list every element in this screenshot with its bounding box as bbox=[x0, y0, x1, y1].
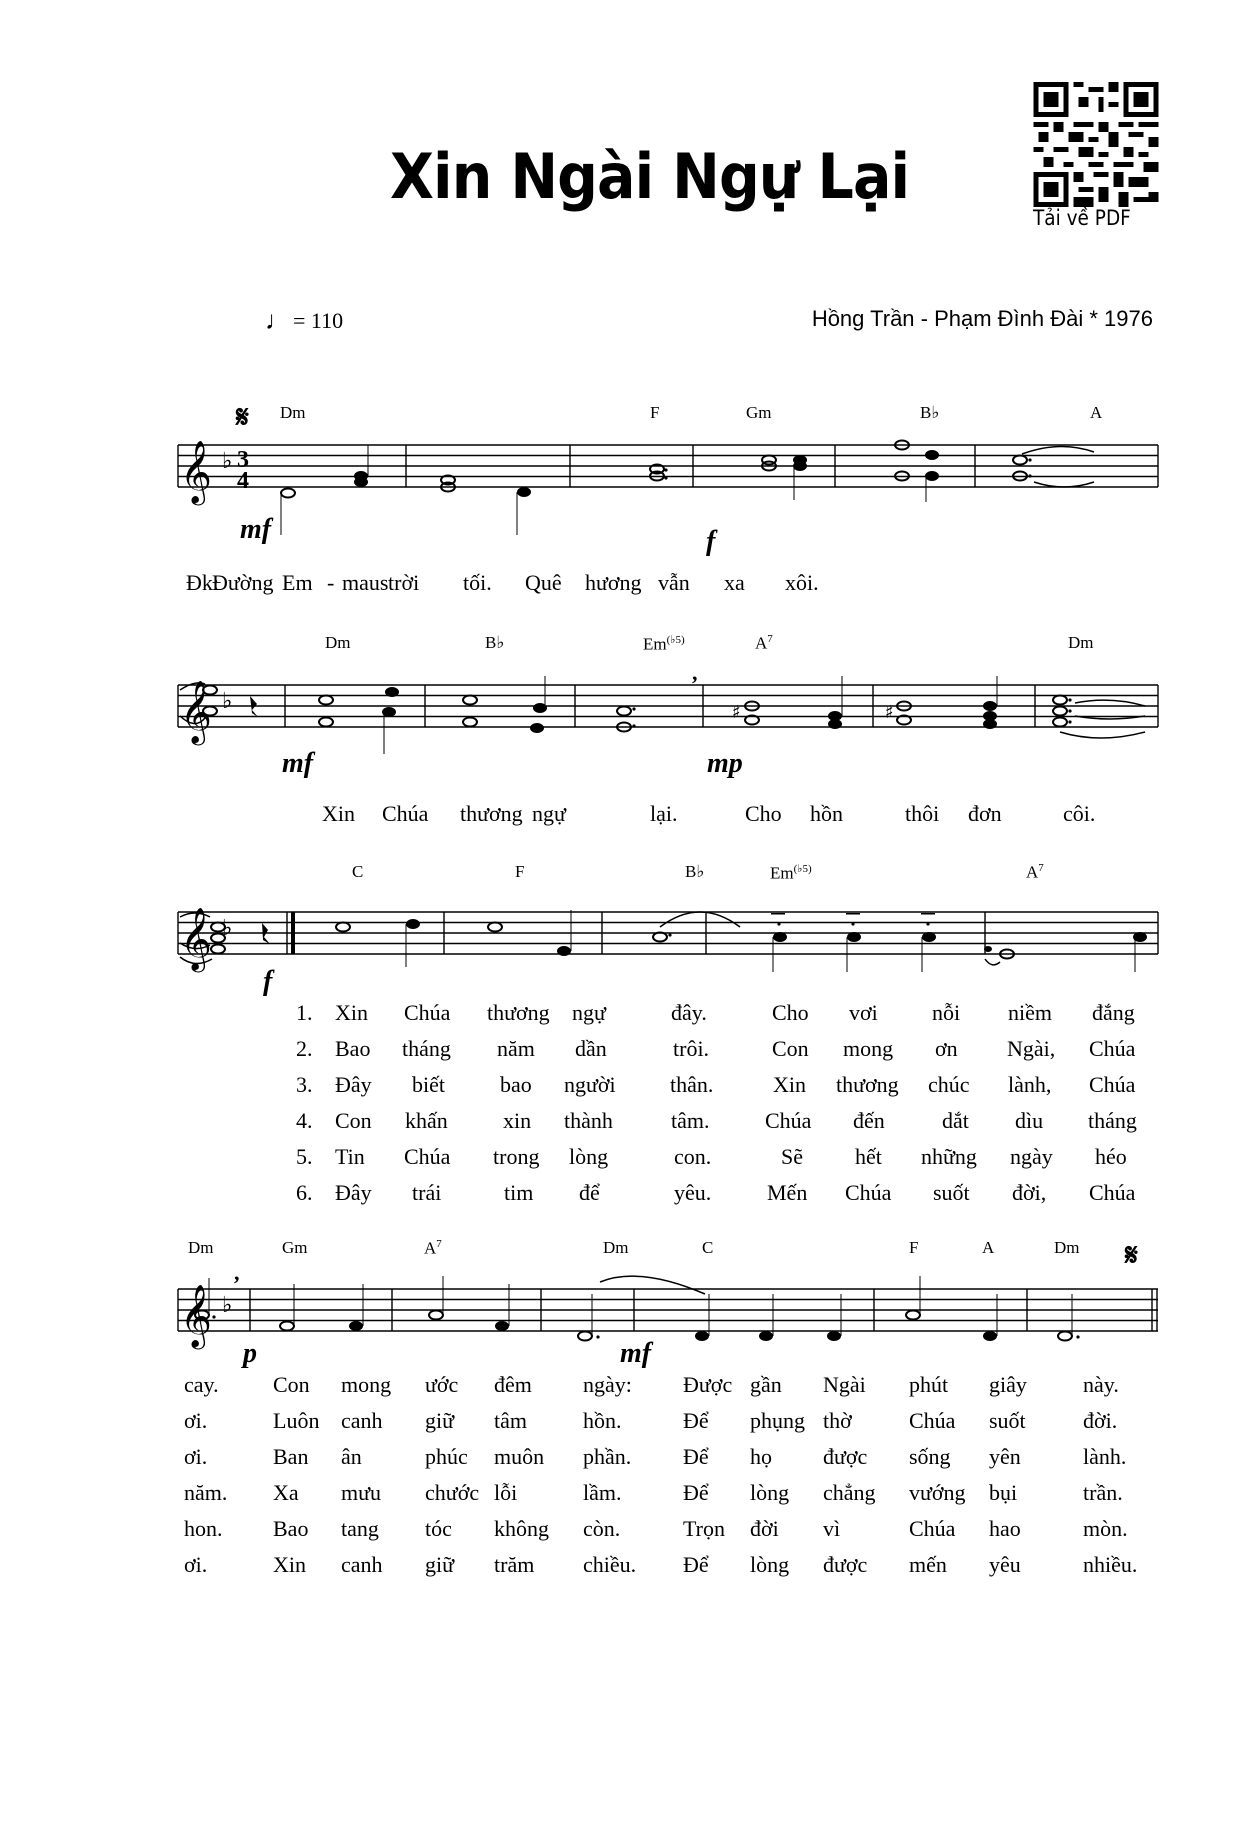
lyric-syllable: phụng bbox=[750, 1408, 805, 1433]
lyric-syllable: tháng bbox=[402, 1036, 451, 1061]
lyric-syllable: Chúa bbox=[1089, 1072, 1136, 1097]
composer-credit: Hồng Trần - Phạm Đình Đài * 1976 bbox=[811, 306, 1153, 331]
chord-symbol: Dm bbox=[280, 403, 306, 422]
chord-symbol: Dm bbox=[325, 633, 351, 652]
lyric-syllable: phút bbox=[909, 1372, 949, 1397]
lyric-syllable: phần. bbox=[583, 1444, 632, 1469]
lyric-syllable: dắt bbox=[942, 1108, 969, 1133]
svg-text:,: , bbox=[692, 660, 698, 685]
staff-system-2 bbox=[0, 660, 1240, 770]
verse-number: 5. bbox=[296, 1144, 313, 1169]
lyric-syllable: hồn. bbox=[583, 1408, 622, 1433]
svg-text:♭: ♭ bbox=[222, 689, 233, 714]
svg-text:,: , bbox=[234, 1260, 240, 1285]
lyric-syllable: ân bbox=[341, 1444, 362, 1469]
lyric-syllable: vơi bbox=[849, 1000, 878, 1025]
chord-symbol: Dm bbox=[1068, 633, 1094, 652]
svg-text:♭: ♭ bbox=[222, 449, 233, 474]
lyric-syllable: để bbox=[579, 1180, 600, 1205]
dynamic-marking: mf bbox=[240, 514, 272, 545]
lyric-syllable: trăm bbox=[494, 1552, 535, 1577]
lyric-syllable: chước bbox=[425, 1480, 480, 1505]
lyric-syllable: bụi bbox=[989, 1480, 1018, 1505]
lyric-syllable: Xa bbox=[273, 1480, 299, 1505]
tempo-value: = 110 bbox=[293, 308, 344, 333]
lyric-syllable: Xin bbox=[273, 1552, 306, 1577]
chord-symbol: C bbox=[352, 862, 364, 881]
lyric-syllable: canh bbox=[341, 1552, 383, 1577]
lyric-syllable: còn. bbox=[583, 1516, 621, 1541]
lyric-hyphen: - bbox=[327, 570, 335, 595]
lyric-syllable: suốt bbox=[989, 1408, 1026, 1433]
lyric-syllable: lành. bbox=[1083, 1444, 1127, 1469]
dynamic-marking: f bbox=[706, 526, 716, 557]
lyric-syllable: lầm. bbox=[583, 1480, 622, 1505]
lyric-syllable: tóc bbox=[425, 1516, 452, 1541]
svg-text:𝄞: 𝄞 bbox=[180, 440, 212, 503]
dynamic-marking: mf bbox=[282, 748, 314, 779]
lyric-syllable: yêu. bbox=[674, 1180, 712, 1205]
lyric-syllable: ơi. bbox=[184, 1408, 208, 1433]
lyric-syllable: thờ bbox=[823, 1408, 852, 1433]
svg-text:♭: ♭ bbox=[222, 916, 233, 941]
lyric-syllable: xin bbox=[503, 1108, 532, 1133]
lyric-syllable: Chúa bbox=[382, 801, 429, 826]
lyric-syllable: ngày: bbox=[583, 1372, 632, 1397]
lyric-syllable: phúc bbox=[425, 1444, 468, 1469]
chord-symbol: $Em^{(♭5)}$ bbox=[770, 863, 812, 883]
lyric-syllable: ngày bbox=[1010, 1144, 1053, 1169]
lyric-syllable: Quê bbox=[525, 570, 562, 595]
chord-symbol: B♭ bbox=[685, 862, 705, 881]
chord-symbol: Dm bbox=[188, 1238, 214, 1257]
dynamic-marking: mf bbox=[620, 1338, 652, 1369]
lyric-syllable: Chúa bbox=[909, 1516, 956, 1541]
lyric-syllable: vì bbox=[823, 1516, 841, 1541]
lyric-syllable: mong bbox=[341, 1372, 392, 1397]
svg-text:♯: ♯ bbox=[885, 702, 894, 723]
lyric-syllable: ơi. bbox=[184, 1552, 208, 1577]
lyric-syllable: đây. bbox=[671, 1000, 707, 1025]
lyric-syllable: Cho bbox=[745, 801, 782, 826]
lyric-syllable: đời. bbox=[1083, 1408, 1118, 1433]
lyric-syllable: Chúa bbox=[1089, 1180, 1136, 1205]
chord-symbol: A bbox=[1090, 403, 1103, 422]
lyric-syllable: Mến bbox=[767, 1180, 808, 1205]
lyric-syllable: giữ bbox=[425, 1552, 455, 1577]
lyric-syllable: lòng bbox=[750, 1480, 790, 1505]
lyric-syllable: Bao bbox=[273, 1516, 309, 1541]
lyric-syllable: mưu bbox=[341, 1480, 382, 1505]
lyric-syllable: Để bbox=[683, 1552, 709, 1577]
lyric-syllable: Ngài bbox=[823, 1372, 866, 1397]
lyric-syllable: dần bbox=[575, 1036, 607, 1061]
lyric-syllable: những bbox=[921, 1144, 977, 1169]
lyric-syllable: Xin bbox=[322, 801, 355, 826]
chord-symbol: Gm bbox=[746, 403, 772, 422]
verse-number: 4. bbox=[296, 1108, 313, 1133]
chord-symbol: F bbox=[909, 1238, 919, 1257]
lyric-syllable: Chúa bbox=[765, 1108, 812, 1133]
chord-symbol: F bbox=[515, 862, 525, 881]
lyric-syllable: mến bbox=[909, 1552, 947, 1577]
lyric-syllable: con. bbox=[674, 1144, 712, 1169]
segno-icon: 𝄋 bbox=[236, 400, 249, 435]
lyric-syllable: héo bbox=[1095, 1144, 1127, 1169]
lyric-syllable: được bbox=[823, 1444, 868, 1469]
lyric-syllable: thương bbox=[836, 1072, 899, 1097]
chord-symbol: $A^7$ bbox=[424, 1238, 442, 1258]
lyric-syllable: Chúa bbox=[1089, 1036, 1136, 1061]
lyric-syllable: thành bbox=[564, 1108, 613, 1133]
lyric-syllable: tháng bbox=[1088, 1108, 1137, 1133]
lyric-syllable: Cho bbox=[772, 1000, 809, 1025]
lyric-syllable: tang bbox=[341, 1516, 379, 1541]
lyric-syllable: yêu bbox=[989, 1552, 1021, 1577]
lyric-syllable: maus bbox=[342, 570, 389, 595]
verse-number: 2. bbox=[296, 1036, 313, 1061]
lyric-syllable: tâm. bbox=[671, 1108, 710, 1133]
lyric-syllable: vẫn bbox=[658, 570, 690, 595]
lyric-syllable: năm bbox=[497, 1036, 535, 1061]
lyric-syllable: năm. bbox=[184, 1480, 228, 1505]
lyric-syllable: Để bbox=[683, 1480, 709, 1505]
lyric-syllable: suốt bbox=[933, 1180, 970, 1205]
song-title: Xin Ngài Ngự Lại bbox=[390, 140, 910, 213]
lyric-syllable: họ bbox=[750, 1444, 772, 1469]
lyric-syllable: Luôn bbox=[273, 1408, 320, 1433]
lyric-syllable: niềm bbox=[1008, 1000, 1052, 1025]
lyric-syllable: canh bbox=[341, 1408, 383, 1433]
lyric-syllable: hon. bbox=[184, 1516, 223, 1541]
lyric-syllable: Đây bbox=[335, 1072, 372, 1097]
lyric-syllable: không bbox=[494, 1516, 549, 1541]
verse-number: 6. bbox=[296, 1180, 313, 1205]
lyric-syllable: lòng bbox=[750, 1552, 790, 1577]
chord-symbol: A bbox=[982, 1238, 995, 1257]
lyric-syllable: trái bbox=[412, 1180, 442, 1205]
staff-system-1 bbox=[0, 440, 1240, 540]
lyric-syllable: Chúa bbox=[845, 1180, 892, 1205]
lyric-syllable: đơn bbox=[968, 801, 1002, 826]
lyric-syllable: Đây bbox=[335, 1180, 372, 1205]
lyric-syllable: ước bbox=[425, 1372, 459, 1397]
quarter-note-icon: ♩ bbox=[265, 306, 291, 335]
lyric-syllable: Đường bbox=[212, 570, 274, 595]
lyric-syllable: biết bbox=[412, 1072, 445, 1097]
lyric-syllable: Con bbox=[273, 1372, 310, 1397]
lyric-syllable: này. bbox=[1083, 1372, 1119, 1397]
chord-symbol: $A^7$ bbox=[1026, 862, 1044, 882]
lyric-syllable: tâm bbox=[494, 1408, 527, 1433]
lyric-syllable: khấn bbox=[405, 1108, 448, 1133]
chord-symbol: Gm bbox=[282, 1238, 308, 1257]
chord-symbol: $A^7$ bbox=[755, 633, 773, 653]
lyric-syllable: ơi. bbox=[184, 1444, 208, 1469]
lyric-syllable: mong bbox=[843, 1036, 894, 1061]
chord-symbol: B♭ bbox=[485, 633, 505, 652]
svg-text:𝄞: 𝄞 bbox=[180, 680, 212, 743]
lyric-syllable: hương bbox=[585, 570, 642, 595]
lyric-syllable: Trọn bbox=[683, 1516, 725, 1541]
lyric-syllable: ngự bbox=[532, 801, 566, 826]
lyric-syllable: Được bbox=[683, 1372, 733, 1397]
lyric-syllable: lại. bbox=[650, 801, 678, 826]
lyric-syllable: ngự bbox=[572, 1000, 606, 1025]
svg-text:𝄞: 𝄞 bbox=[180, 907, 212, 970]
lyric-syllable: xa bbox=[724, 570, 745, 595]
lyric-syllable: nỗi bbox=[932, 1000, 961, 1025]
lyric-syllable: giữ bbox=[425, 1408, 455, 1433]
chord-symbol: Dm bbox=[1054, 1238, 1080, 1257]
lyric-syllable: Đk: bbox=[186, 570, 219, 595]
lyric-syllable: xôi. bbox=[785, 570, 819, 595]
lyric-syllable: đắng bbox=[1092, 1000, 1135, 1025]
lyric-syllable: trời bbox=[388, 570, 420, 595]
lyric-syllable: tối. bbox=[463, 570, 492, 595]
svg-text:♭: ♭ bbox=[222, 1293, 233, 1318]
lyric-syllable: thương bbox=[487, 1000, 550, 1025]
lyric-syllable: giây bbox=[989, 1372, 1027, 1397]
lyric-syllable: côi. bbox=[1063, 801, 1096, 826]
lyric-syllable: hết bbox=[855, 1144, 882, 1169]
lyric-syllable: đời, bbox=[1012, 1180, 1047, 1205]
lyric-syllable: cay. bbox=[184, 1372, 219, 1397]
svg-text:𝄞: 𝄞 bbox=[180, 1284, 212, 1347]
lyric-syllable: vướng bbox=[909, 1480, 966, 1505]
lyric-syllable: Bao bbox=[335, 1036, 371, 1061]
lyric-syllable: thân. bbox=[670, 1072, 714, 1097]
lyric-syllable: đến bbox=[853, 1108, 885, 1133]
lyric-syllable: Ban bbox=[273, 1444, 309, 1469]
lyric-syllable: trong bbox=[493, 1144, 540, 1169]
lyric-syllable: lòng bbox=[569, 1144, 609, 1169]
lyric-syllable: Xin bbox=[335, 1000, 368, 1025]
dynamic-marking: p bbox=[243, 1338, 257, 1369]
lyric-syllable: đêm bbox=[494, 1372, 532, 1397]
dynamic-marking: mp bbox=[707, 748, 743, 779]
lyric-syllable: trần. bbox=[1083, 1480, 1123, 1505]
lyric-syllable: Chúa bbox=[404, 1144, 451, 1169]
lyric-syllable: chúc bbox=[928, 1072, 970, 1097]
lyric-syllable: hồn bbox=[810, 801, 843, 826]
lyric-syllable: thương bbox=[460, 801, 523, 826]
lyric-syllable: đời bbox=[750, 1516, 779, 1541]
download-pdf-link[interactable]: Tải về PDF bbox=[1033, 206, 1131, 230]
verse-number: 3. bbox=[296, 1072, 313, 1097]
lyric-syllable: chẳng bbox=[823, 1480, 876, 1505]
lyric-syllable: lỗi bbox=[494, 1480, 518, 1505]
lyric-syllable: hao bbox=[989, 1516, 1021, 1541]
lyric-syllable: Tin bbox=[335, 1144, 365, 1169]
svg-text:4: 4 bbox=[237, 468, 249, 494]
lyric-syllable: nhiều. bbox=[1083, 1552, 1138, 1577]
lyric-syllable: dìu bbox=[1015, 1108, 1044, 1133]
lyric-syllable: sống bbox=[909, 1444, 951, 1469]
lyric-syllable: Chúa bbox=[404, 1000, 451, 1025]
lyric-syllable: chiều. bbox=[583, 1552, 637, 1577]
lyric-syllable: Em bbox=[282, 570, 313, 595]
qr-code-icon[interactable] bbox=[1033, 82, 1159, 207]
lyric-syllable: Xin bbox=[773, 1072, 806, 1097]
svg-text:♯: ♯ bbox=[732, 702, 741, 723]
tempo-marking bbox=[265, 308, 343, 334]
chord-symbol: $Em^{(♭5)}$ bbox=[643, 634, 685, 654]
chord-symbol: C bbox=[702, 1238, 714, 1257]
dynamic-marking: f bbox=[263, 966, 273, 997]
lyric-syllable: ơn bbox=[935, 1036, 958, 1061]
lyric-syllable: gần bbox=[750, 1372, 782, 1397]
lyric-syllable: bao bbox=[500, 1072, 532, 1097]
lyric-syllable: được bbox=[823, 1552, 868, 1577]
chord-symbol: F bbox=[650, 403, 660, 422]
chord-symbol: Dm bbox=[603, 1238, 629, 1257]
svg-text:3: 3 bbox=[237, 447, 249, 473]
lyric-syllable: Để bbox=[683, 1408, 709, 1433]
lyric-syllable: Con bbox=[335, 1108, 372, 1133]
lyric-syllable: Ngài, bbox=[1007, 1036, 1056, 1061]
lyric-syllable: tim bbox=[504, 1180, 534, 1205]
lyric-syllable: trôi. bbox=[673, 1036, 710, 1061]
chord-symbol: B♭ bbox=[920, 403, 940, 422]
lyric-syllable: Sẽ bbox=[781, 1144, 803, 1169]
lyric-syllable: người bbox=[564, 1072, 616, 1097]
lyric-syllable: muôn bbox=[494, 1444, 545, 1469]
lyric-syllable: mòn. bbox=[1083, 1516, 1128, 1541]
staff-system-3 bbox=[0, 907, 1240, 997]
lyric-syllable: Chúa bbox=[909, 1408, 956, 1433]
lyric-syllable: Con bbox=[772, 1036, 809, 1061]
verse-number: 1. bbox=[296, 1000, 313, 1025]
lyric-syllable: yên bbox=[989, 1444, 1021, 1469]
lyric-syllable: Để bbox=[683, 1444, 709, 1469]
lyric-syllable: thôi bbox=[905, 801, 940, 826]
lyric-syllable: lành, bbox=[1008, 1072, 1052, 1097]
segno-icon: 𝄋 bbox=[1125, 1238, 1138, 1273]
